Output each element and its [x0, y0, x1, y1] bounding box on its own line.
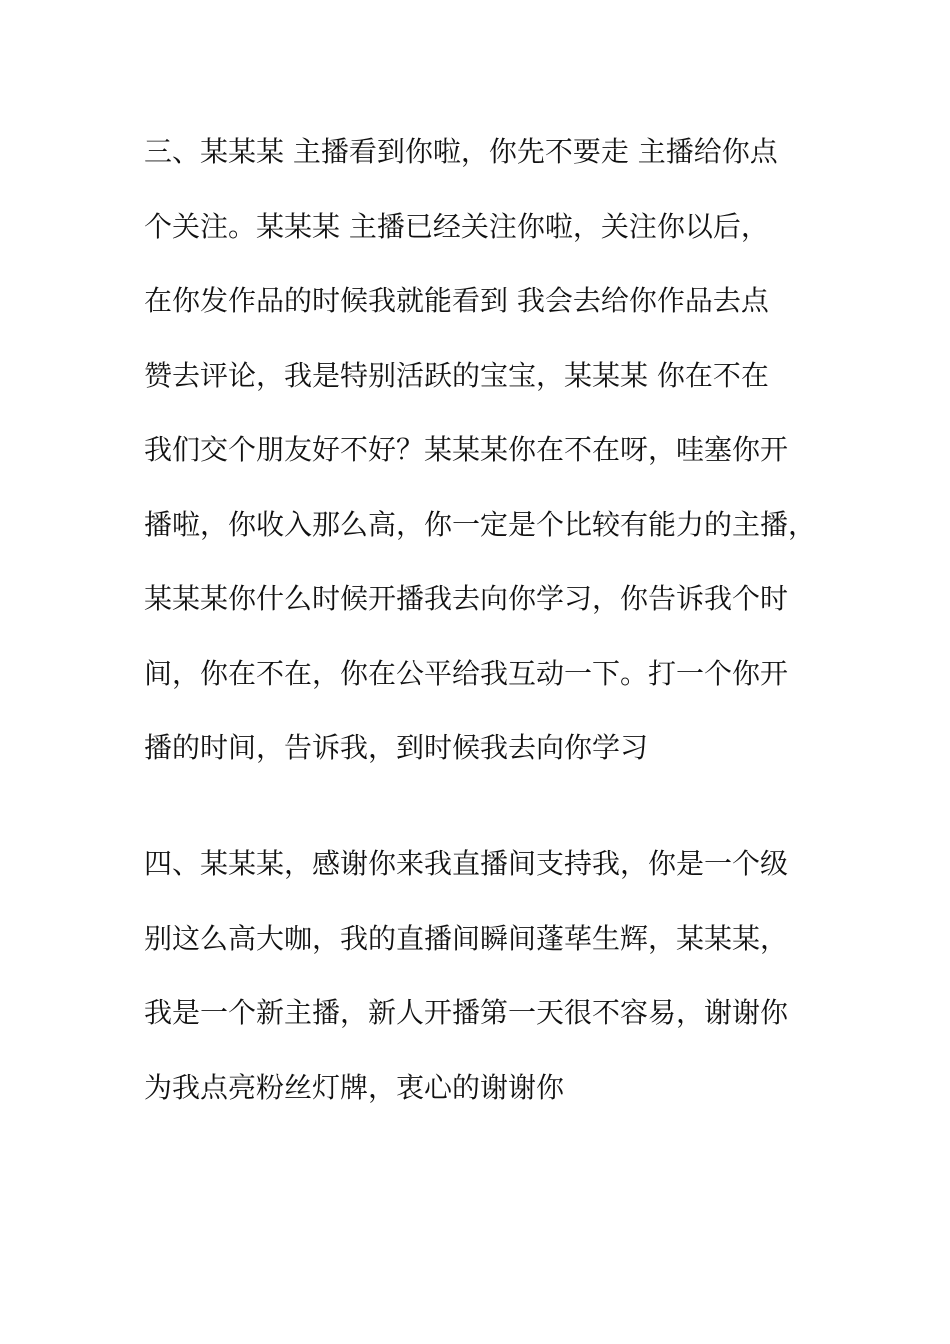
text-line: 赞去评论，我是特别活跃的宝宝，某某某 你在不在	[144, 358, 769, 392]
text-line: 三、某某某 主播看到你啦，你先不要走 主播给你点	[144, 135, 778, 168]
text-line: 在你发作品的时候我就能看到 我会去给你作品去点	[144, 284, 769, 317]
text-line: 为我点亮粉丝灯牌，衷心的谢谢你	[144, 1070, 565, 1104]
paragraph-section-3	[144, 136, 816, 807]
text-line: 间，你在不在，你在公平给我互动一下。打一个你开	[144, 656, 789, 690]
text-line: 我是一个新主播，新人开播第一天很不容易，谢谢你	[144, 996, 789, 1029]
paragraph-section-4	[144, 848, 788, 1146]
text-line: 四、某某某，感谢你来我直播间支持我，你是一个级	[144, 847, 789, 880]
text-line: 播啦，你收入那么高，你一定是个比较有能力的主播，	[144, 507, 817, 541]
text-line: 个关注。某某某 主播已经关注你啦，关注你以后，	[144, 209, 769, 243]
text-line: 别这么高大咖，我的直播间瞬间蓬荜生辉，某某某，	[144, 921, 789, 955]
text-line: 播的时间，告诉我，到时候我去向你学习	[144, 731, 649, 764]
text-line: 我们交个朋友好不好？某某某你在不在呀，哇塞你开	[144, 433, 789, 466]
text-line: 某某某你什么时候开播我去向你学习，你告诉我个时	[144, 582, 789, 615]
